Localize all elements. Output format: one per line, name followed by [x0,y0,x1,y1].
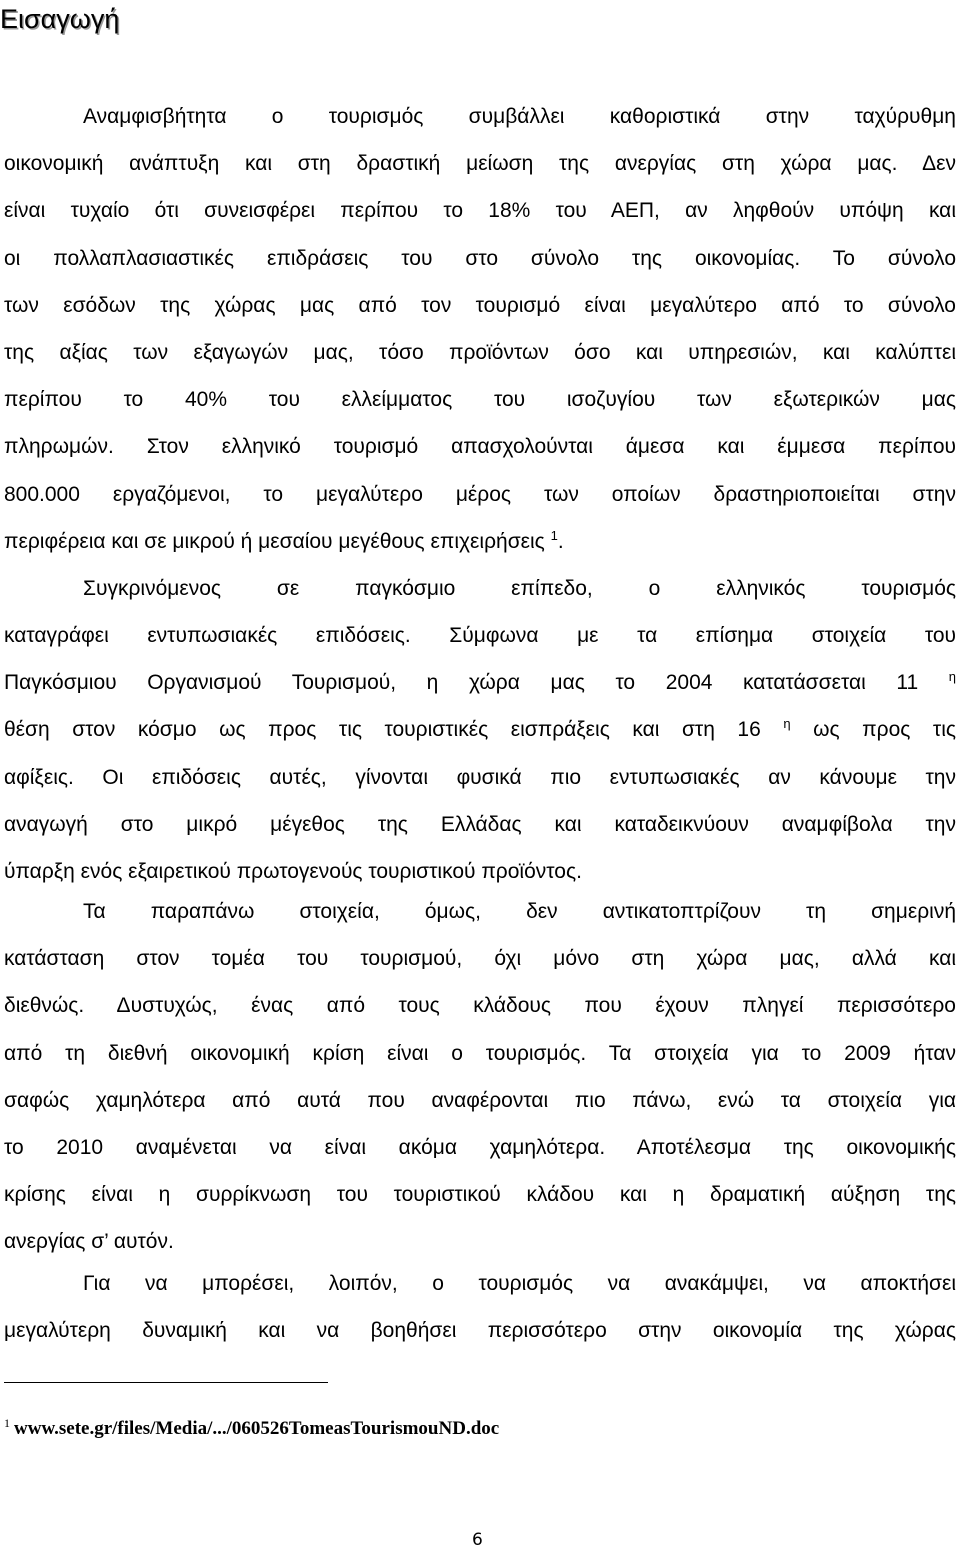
paragraph-1 [4,93,956,895]
text-line: μεγαλύτερη δυναμική και να βοηθήσει περισσότερο στην οικονομία της χώρας [4,1319,956,1343]
text-line: των εσόδων της χώρας μας από τον τουρισμό είναι μεγαλύτερο από το σύνολο [4,293,956,317]
text-line-content: Παγκόσμιου Οργανισμού Τουρισμού, η χώρα μας το 2004 κατατάσσεται 11 [4,671,919,695]
text-line: κατάσταση στον τομέα του τουρισμού, όχι μόνο στη χώρα μας, αλλά και [4,947,956,971]
text-line: πληρωμών. Στον ελληνικό τουρισμό απασχολούνται άμεσα και έμμεσα περίπου [4,435,956,459]
text-line: κρίσης είναι η συρρίκνωση του τουριστικού κλάδου και η δραματική αύξηση της [4,1183,956,1207]
text-line: Συγκρινόμενος σε παγκόσμιο επίπεδο, ο ελληνικός τουρισμός [83,576,956,600]
paragraph-2 [4,888,956,1266]
text-line-content: θέση στον κόσμο ως προς τις τουριστικές εισπράξεις και στη 16 [4,718,761,742]
footnote-link[interactable]: www.sete.gr/files/Media/.../060526TomeasTourismouND.doc [14,1418,500,1439]
text-line: της αξίας των εξαγωγών μας, τόσο προϊόντων όσο και υπηρεσιών, και καλύπτει [4,340,956,364]
text-line: καταγράφει εντυπωσιακές επιδόσεις. Σύμφωνα με τα επίσημα στοιχεία του [4,624,956,648]
footnote-number: 1 [4,1415,10,1430]
sentence-period: . [557,529,564,553]
text-line: το 2010 αναμένεται να είναι ακόμα χαμηλότερα. Αποτέλεσμα της οικονομικής [4,1135,956,1159]
text-line: διεθνώς. Δυστυχώς, ένας από τους κλάδους που έχουν πληγεί περισσότερο [4,994,956,1018]
text-line [4,706,956,753]
text-line: οι πολλαπλασιαστικές επιδράσεις του στο σύνολο της οικονομίας. Το σύνολο [4,246,956,270]
text-line: 800.000 εργαζόμενοι, το μεγαλύτερο μέρος των οποίων δραστηριοποιείται στην [4,482,956,506]
footnote-separator [4,1382,328,1383]
text-line: ανεργίας σ’ αυτόν. [4,1230,174,1254]
text-line-tail: ως προς τις [813,718,957,742]
ordinal-suffix: η [783,716,791,732]
text-line: Για να μπορέσει, λοιπόν, ο τουρισμός να ανακάμψει, να αποκτήσει [83,1272,956,1295]
text-line: σαφώς χαμηλότερα από αυτά που αναφέρονται πιο πάνω, ενώ τα στοιχεία για [4,1088,956,1112]
text-line: Τα παραπάνω στοιχεία, όμως, δεν αντικατοπτρίζουν τη σημερινή [83,900,956,923]
footnote-reference[interactable]: 1 [550,527,558,543]
page-number: 6 [472,1530,483,1550]
text-line: ύπαρξη ενός εξαιρετικού πρωτογενούς τουριστικού προϊόντος. [4,860,582,883]
text-line [4,518,956,565]
text-line [4,659,956,706]
text-line: οικονομική ανάπτυξη και στη δραστική μείωση της ανεργίας στη χώρα μας. Δεν [4,152,956,176]
ordinal-suffix: η [948,669,956,685]
text-line: Αναμφισβήτητα ο τουρισμός συμβάλλει καθοριστικά στην ταχύρυθμη [83,105,956,128]
paragraph-3 [4,1260,956,1354]
text-line-content: περιφέρεια και σε μικρού ή μεσαίου μεγέθους επιχειρήσεις [4,529,545,553]
text-line: είναι τυχαίο ότι συνεισφέρει περίπου το 18% του ΑΕΠ, αν ληφθούν υπόψη και [4,199,956,223]
text-line: από τη διεθνή οικονομική κρίση είναι ο τουρισμός. Τα στοιχεία για το 2009 ήταν [4,1041,956,1065]
text-line: αναγωγή στο μικρό μέγεθος της Ελλάδας και καταδεικνύουν αναμφίβολα την [4,812,956,836]
section-heading: Εισαγωγή [0,4,120,34]
footnote [4,1415,500,1440]
text-line: αφίξεις. Οι επιδόσεις αυτές, γίνονται φυσικά πιο εντυπωσιακές αν κάνουμε την [4,765,956,789]
text-line: περίπου το 40% του ελλείμματος του ισοζυγίου των εξωτερικών μας [4,388,956,412]
